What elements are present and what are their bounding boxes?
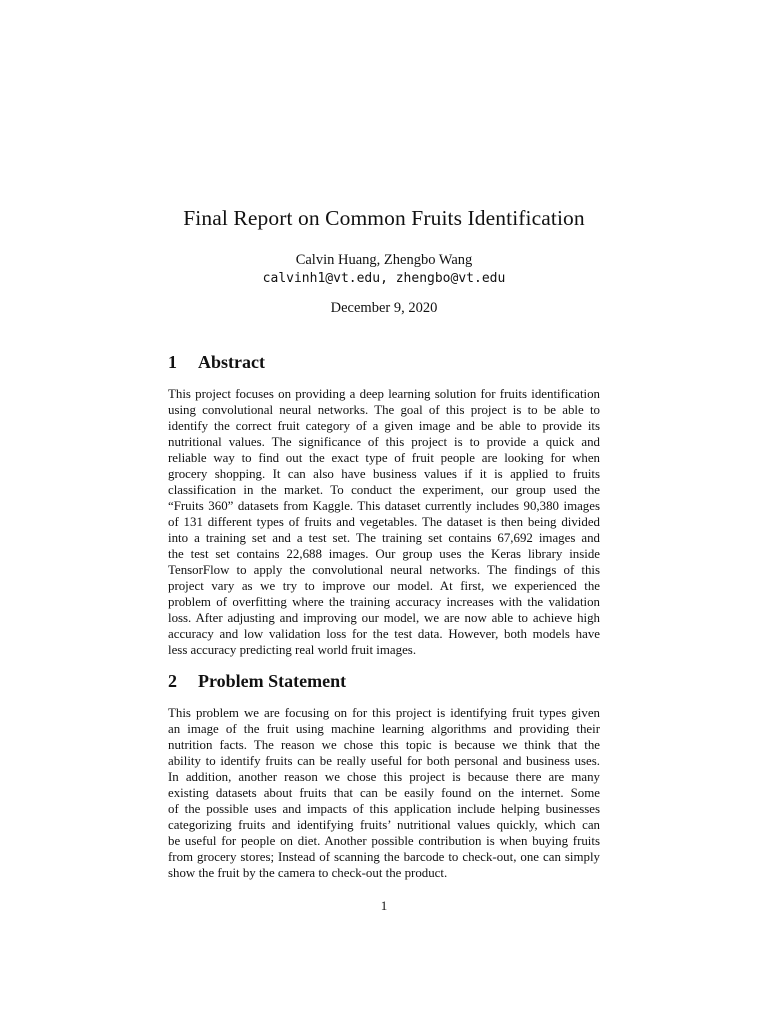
abstract-paragraph — [168, 386, 600, 658]
page-number: 1 — [380, 898, 388, 913]
paper-title: Final Report on Common Fruits Identification — [183, 206, 585, 230]
paragraph-line: from grocery stores; Instead of scanning the barcode to check-out, one can simply — [168, 850, 600, 864]
paragraph-line: categorizing fruits and identifying fruits’ nutritional values quickly, which can — [168, 818, 600, 832]
paragraph-line: nutritional values. The significance of this project is to provide a quick and — [168, 435, 600, 449]
paragraph-line: identify the correct fruit category of a given image and be able to provide its — [168, 419, 600, 433]
paragraph-line: of 131 different types of fruits and vegetables. The dataset is then being divided — [168, 515, 600, 529]
section-heading-abstract — [168, 352, 265, 373]
paragraph-line: of the possible uses and impacts of this application include helping businesses — [168, 802, 600, 816]
section-heading-problem-statement — [168, 671, 346, 692]
paragraph-line: classification in the market. To conduct the experiment, our group used the — [168, 483, 600, 497]
paragraph-line: show the fruit by the camera to check-out the product. — [168, 866, 448, 880]
paragraph-line: less accuracy predicting real world fruit images. — [168, 643, 417, 657]
paper-authors: Calvin Huang, Zhengbo Wang — [295, 252, 473, 268]
paragraph-line: grocery shopping. It can also have business values if it is applied to fruits — [168, 467, 600, 481]
paragraph-line: loss. After adjusting and improving our model, we are now able to achieve high — [168, 611, 600, 625]
paragraph-line: the test set contains 22,688 images. Our group uses the Keras library inside — [168, 547, 600, 561]
paragraph-line: be useful for people on diet. Another possible contribution is when buying fruits — [168, 834, 600, 848]
paragraph-line: an image of the fruit using machine learning algorithms and providing their — [168, 722, 600, 736]
section-title: Problem Statement — [198, 671, 347, 691]
problem-statement-paragraph — [168, 705, 600, 881]
paragraph-line: This problem we are focusing on for this project is identifying fruit types given — [168, 706, 600, 720]
paragraph-line: TensorFlow to apply the convolutional neural networks. The findings of this — [168, 563, 600, 577]
paragraph-line: accuracy and low validation loss for the test data. However, both models have — [168, 627, 600, 641]
section-number: 2 — [168, 671, 177, 691]
paragraph-line: into a training set and a test set. The training set contains 67,692 images and — [168, 531, 600, 545]
paragraph-line: existing datasets about fruits that can be easily found on the internet. Some — [168, 786, 600, 800]
paragraph-line: problem of overfitting where the training accuracy increases with the validation — [168, 595, 600, 609]
author-emails: calvinh1@vt.edu, zhengbo@vt.edu — [262, 271, 506, 286]
paragraph-line: reliable way to find out the exact type of fruit people are looking for when — [168, 451, 600, 465]
paragraph-line: In addition, another reason we chose this project is because there are many — [168, 770, 600, 784]
paragraph-line: “Fruits 360” datasets from Kaggle. This dataset currently includes 90,380 images — [168, 499, 600, 513]
paragraph-line: nutrition facts. The reason we chose this topic is because we think that the — [168, 738, 600, 752]
section-number: 1 — [168, 352, 177, 372]
paper-date: December 9, 2020 — [330, 300, 438, 316]
paragraph-line: using convolutional neural networks. The goal of this project is to be able to — [168, 403, 600, 417]
paragraph-line: project vary as we try to improve our model. At first, we experienced the — [168, 579, 600, 593]
paragraph-line: This project focuses on providing a deep learning solution for fruits identification — [168, 387, 600, 401]
paragraph-line: ability to identify fruits can be really useful for both personal and business uses. — [168, 754, 600, 768]
section-title: Abstract — [198, 352, 265, 372]
